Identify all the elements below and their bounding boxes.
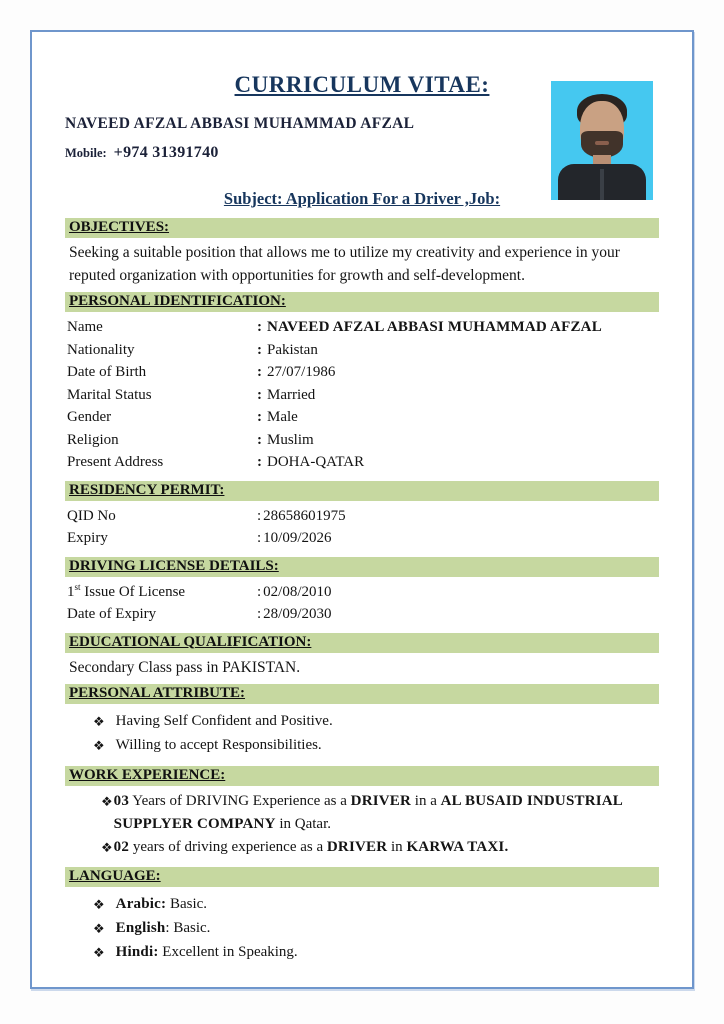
row-name-sep: : xyxy=(257,319,262,335)
personal-attribute-text: Willing to accept Responsibilities. xyxy=(115,736,322,753)
section-header-personal-identification xyxy=(65,292,659,312)
row-first-issue-label xyxy=(67,581,257,604)
diamond-bullet-icon: ❖ xyxy=(93,737,105,753)
personal-identification-rows xyxy=(65,312,659,478)
diamond-bullet-icon: ❖ xyxy=(101,793,113,809)
list-item xyxy=(93,710,659,733)
language-level: Basic. xyxy=(166,895,208,912)
row-expiry xyxy=(67,527,659,550)
wx-text-part: in a xyxy=(411,792,441,809)
page-title: CURRICULUM VITAE: xyxy=(234,72,490,97)
row-nationality xyxy=(67,339,659,362)
row-date-of-expiry-value: 28/09/2030 xyxy=(263,606,332,622)
language-name: Hindi xyxy=(115,943,154,960)
row-qid-no-sep: : xyxy=(257,507,262,524)
section-header-language-label: LANGUAGE: xyxy=(69,867,161,884)
work-experience-text xyxy=(114,836,509,859)
row-date-of-expiry-sep: : xyxy=(257,606,262,622)
row-name xyxy=(67,316,659,339)
section-header-driving-license-label: DRIVING LICENSE DETAILS: xyxy=(69,557,279,574)
driving-license-rows xyxy=(65,577,659,630)
section-header-driving-license xyxy=(65,557,659,577)
section-header-objectives xyxy=(65,218,659,238)
subject-line: Subject: Application For a Driver ,Job: xyxy=(223,189,501,208)
first-issue-sup: st xyxy=(74,581,81,592)
row-marital-status-label: Marital Status xyxy=(67,386,152,403)
section-header-work-experience-label: WORK EXPERIENCE: xyxy=(69,766,226,783)
mobile-number: +974 31391740 xyxy=(113,144,219,161)
diamond-bullet-icon: ❖ xyxy=(93,920,105,936)
language-sep: : xyxy=(165,919,170,936)
wx-years: 02 xyxy=(113,838,130,855)
photo-mouth xyxy=(595,141,609,145)
section-header-residency-permit xyxy=(65,481,659,501)
section-header-education-label: EDUCATIONAL QUALIFICATION: xyxy=(69,633,312,650)
first-issue-num: 1 xyxy=(67,583,75,600)
row-nationality-value: Pakistan xyxy=(267,341,318,358)
section-header-language xyxy=(65,867,659,887)
row-expiry-label: Expiry xyxy=(67,530,108,546)
row-gender-sep: : xyxy=(257,409,262,425)
section-header-personal-identification-label: PERSONAL IDENTIFICATION: xyxy=(69,293,286,309)
row-present-address-sep: : xyxy=(257,454,262,470)
language-level: Basic. xyxy=(169,919,211,936)
first-issue-rest: Issue Of License xyxy=(80,583,186,600)
education-body: Secondary Class pass in PAKISTAN. xyxy=(69,658,301,676)
residency-permit-rows xyxy=(65,501,659,554)
section-header-education xyxy=(65,633,659,653)
section-header-work-experience xyxy=(65,766,659,786)
wx-company: KARWA TAXI. xyxy=(406,838,509,855)
work-experience-list xyxy=(65,786,659,864)
language-text xyxy=(116,917,211,940)
row-nationality-label: Nationality xyxy=(67,341,135,358)
row-first-issue-sep: : xyxy=(257,583,262,600)
row-marital-status-sep: : xyxy=(257,386,262,403)
row-date-of-expiry xyxy=(67,603,659,626)
row-religion-sep: : xyxy=(257,431,262,448)
row-present-address-value: DOHA-QATAR xyxy=(267,454,365,470)
objectives-body: Seeking a suitable position that allows me to utilize my creativity and experience in your reputed organization with opportunities for growth and self-development. xyxy=(69,244,620,284)
language-text xyxy=(116,893,207,916)
row-religion-value: Muslim xyxy=(267,431,314,448)
row-date-of-birth xyxy=(67,361,659,384)
row-present-address xyxy=(67,451,659,474)
row-first-issue xyxy=(67,581,659,604)
row-qid-no-value: 28658601975 xyxy=(263,507,346,524)
row-date-of-birth-label: Date of Birth xyxy=(67,364,147,380)
applicant-name: NAVEED AFZAL ABBASI MUHAMMAD AFZAL xyxy=(65,115,415,132)
row-religion-label: Religion xyxy=(67,431,119,448)
language-sep: : xyxy=(161,895,167,912)
applicant-photo xyxy=(551,81,653,200)
language-level: Excellent in Speaking. xyxy=(158,943,298,960)
list-item xyxy=(93,893,659,916)
language-text xyxy=(116,941,298,964)
row-qid-no-label: QID No xyxy=(67,507,116,524)
language-list xyxy=(65,887,659,970)
row-nationality-sep: : xyxy=(257,341,262,358)
list-item xyxy=(93,734,659,757)
section-header-personal-attribute xyxy=(65,684,659,704)
row-gender-value: Male xyxy=(267,409,298,425)
photo-jacket-zip xyxy=(600,169,604,200)
language-name: English xyxy=(115,919,166,936)
wx-role: DRIVER xyxy=(350,792,412,809)
row-first-issue-value: 02/08/2010 xyxy=(263,583,332,600)
language-name: Arabic xyxy=(115,895,162,912)
wx-text-part: in Qatar. xyxy=(275,815,332,832)
row-date-of-birth-value: 27/07/1986 xyxy=(267,364,336,380)
section-header-residency-permit-label: RESIDENCY PERMIT: xyxy=(69,481,225,498)
language-sep: : xyxy=(153,943,159,960)
row-expiry-value: 10/09/2026 xyxy=(263,530,332,546)
diamond-bullet-icon: ❖ xyxy=(93,944,105,960)
mobile-label: Mobile: xyxy=(65,146,107,160)
row-qid-no xyxy=(67,505,659,528)
row-marital-status-value: Married xyxy=(267,386,316,403)
list-item xyxy=(93,941,659,964)
wx-text-part: Years of DRIVING Experience as a xyxy=(129,792,351,809)
personal-attribute-list xyxy=(65,704,659,763)
wx-text-part: in xyxy=(387,838,407,855)
diamond-bullet-icon: ❖ xyxy=(93,896,105,912)
wx-company: AL BUSAID INDUSTRIAL SUPPLYER COMPANY xyxy=(113,792,623,832)
wx-role: DRIVER xyxy=(326,838,388,855)
row-gender-label: Gender xyxy=(67,409,112,425)
diamond-bullet-icon: ❖ xyxy=(93,713,105,729)
section-header-objectives-label: OBJECTIVES: xyxy=(69,219,170,235)
row-present-address-label: Present Address xyxy=(67,454,164,470)
row-date-of-birth-sep: : xyxy=(257,364,262,380)
row-religion xyxy=(67,429,659,452)
personal-attribute-text: Having Self Confident and Positive. xyxy=(115,712,333,729)
list-item xyxy=(93,917,659,940)
row-marital-status xyxy=(67,384,659,407)
wx-text-part: years of driving experience as a xyxy=(129,838,327,855)
wx-years: 03 xyxy=(113,792,130,809)
row-date-of-expiry-label: Date of Expiry xyxy=(67,606,157,622)
row-name-value: NAVEED AFZAL ABBASI MUHAMMAD AFZAL xyxy=(267,319,602,335)
row-expiry-sep: : xyxy=(257,530,262,546)
work-experience-text xyxy=(114,790,659,836)
row-name-label: Name xyxy=(67,319,103,335)
list-item xyxy=(101,790,659,836)
diamond-bullet-icon: ❖ xyxy=(101,839,113,855)
section-header-personal-attribute-label: PERSONAL ATTRIBUTE: xyxy=(69,684,246,701)
list-item xyxy=(101,836,659,859)
row-gender xyxy=(67,406,659,429)
